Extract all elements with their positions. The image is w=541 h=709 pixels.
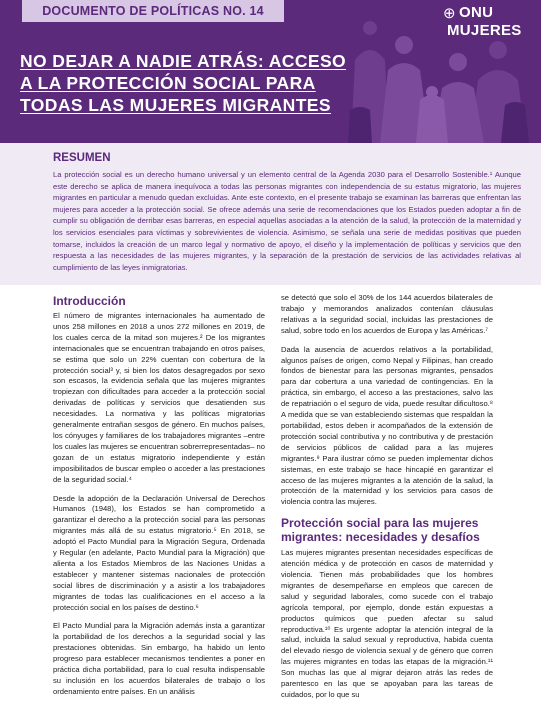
intro-paragraph-2: Desde la adopción de la Declaración Universal de Derechos Humanos (1948), los Estados se han comprometido a garantizar el derecho a la protección social para las personas migrantes más allá de su estatus migratorio.⁵ En 2018, se adoptó el Pacto Mundial para la Migración Segura, Ordenada y Regular (en adelante, Pacto Mundial para la Migración) que alienta a los Estados Miembros de las Naciones Unidas a establecer y mantener sistemas nacionales de protección social libres de discriminación y a asistir a los trabajadores migrantes de todas las cualificaciones en el acceso a la protección social en los países de destino.⁶ <box>53 493 265 612</box>
right-column <box>281 293 493 709</box>
title-line: NO DEJAR A NADIE ATRÁS: ACCESO <box>20 51 347 71</box>
doc-label-badge <box>22 0 284 22</box>
right-paragraph-1: se detectó que solo el 30% de los 144 acuerdos bilaterales de trabajo y memorandos analizados contenían cláusulas relativas a la seguridad social, incluidas las prestaciones de salud, sobre todo en los acuerdos de Europa y las Américas.⁷ <box>281 293 493 335</box>
title-line: A LA PROTECCIÓN SOCIAL PARA <box>20 73 316 93</box>
right-paragraph-2: Dada la ausencia de acuerdos relativos a la portabilidad, algunos países de origen, como Nepal y Filipinas, han creado fondos de bienestar para las personas migrantes, pensados para dar cobertura a una variedad de contingencias. En la práctica, sin embargo, el acceso a las prestaciones, salvo las de repatriación o el seguro de vida, puede resultar dificultoso.⁸ A medida que se van estableciendo sistemas que respaldan la portabilidad, estos deben ir acompañados de la extensión de protección social contributiva y no contributiva y de prestación de servicios públicos de calidad para a las mujeres migrantes.⁹ Para ilustrar cómo se pueden implementar dichos sistemas, en este trabajo se hace hincapié en garantizar el acceso de las mujeres migrantes a la atención de la salud, la protección de la maternidad y los servicios para casos de violencia contra las mujeres. <box>281 344 493 507</box>
intro-heading: Introducción <box>53 294 126 308</box>
title-line: TODAS LAS MUJERES MIGRANTES <box>20 95 331 115</box>
doc-label: DOCUMENTO DE POLÍTICAS NO. 14 <box>42 4 264 18</box>
right-paragraph-3: Las mujeres migrantes presentan necesidades específicas de atención médica y de protección en casos de maternidad y violencia. Tienen más probabilidades que los hombres migrantes de desempeñarse en empleos que carecen de salud y seguridad laborales, como sucede con el trabajo agrícola temporal, por ejemplo, donde están expuestas a productos químicos que pueden afectar su salud reproductiva.¹⁰ Es urgente adoptar la atención integral de la salud, incluida la salud sexual y reproductiva, habida cuenta del elevado riesgo de violencia sexual y de género que corren las mujeres migrantes en todas las etapas de la migración.¹¹ Son muchas las que al migrar dejaron atrás las redes de parentesco en las que se apoyaban para las tareas de cuidados, por lo que su <box>281 548 493 699</box>
header-banner <box>0 0 541 143</box>
intro-paragraph-3: El Pacto Mundial para la Migración además insta a garantizar la portabilidad de los derechos a la seguridad social y las prestaciones obtenidas. Sin embargo, ha habido un lento progreso para establecer mecanismos tendientes a poner en práctica dicha portabilidad, para lo cual resulta indispensable su inclusión en los acuerdos bilaterales de trabajo o los ordenamiento entre países. En un análisis <box>53 621 265 696</box>
summary-title: RESUMEN <box>53 152 111 164</box>
intro-paragraph-1: El número de migrantes internacionales ha aumentado de unos 258 millones en 2018 a unos 272 millones en 2019, de los cuales cerca de la mitad son mujeres.² De los migrantes internacionales que se encuentran trabajando en otros países, se estima que solo un 22% cuentan con cobertura de la protección social³ y, si bien los datos desagregados por sexo son escasos, la evidencia señala que las mujeres migrantes tropiezan con dificultades para acceder a la protección social derivadas de políticas y servicios que desatienden sus necesidades. La normativa y las políticas migratorias generalmente entrañan sesgos de género. En muchos países, los cónyuges y familiares de los trabajadores migrantes –entre los cuales las mujeres se encuentran sobrerrepresentadas– no gozan de un estatus migratorio independiente y están imposibilitados de buscar empleo o acceder a las prestaciones de la seguridad social.⁴ <box>53 311 265 484</box>
un-emblem-icon: ⊕ <box>443 5 456 22</box>
left-column <box>53 311 265 706</box>
logo-line2: MUJERES <box>447 22 522 39</box>
logo-line1: ONU <box>459 4 494 21</box>
un-women-logo <box>443 4 537 44</box>
summary-text: La protección social es un derecho humano universal y un elemento central de la Agenda 2030 para el Desarrollo Sostenible.¹ Aunque este derecho se aplica de manera inequívoca a todas las personas migrantes con independencia de su estatus migratorio, las mujeres migrantes en particular a menudo quedan excluidas. Ante este contexto, en el presente trabajo se examinan las barreras que enfrentan las mujeres para acceder a la protección social. Se ofrece además una serie de recomendaciones que los Estados pueden adoptar a fin de cumplir su obligación de derribar esas barreras, en especial aquellas asociadas a la atención de la salud, la protección de la maternidad y los servicios esenciales para víctimas y sobrevivientes de violencia. Asimismo, se señala una serie de medidas positivas que pueden tomarse, incluidos la creación de un marco legal y normativo de apoyo, el diseño y la implementación de políticas y servicios que den respuesta a las necesidades de las mujeres migrantes, y la separación de la prestación de servicios de las actividades relativas al cumplimiento de las leyes inmigratorias. <box>53 170 521 272</box>
page-title <box>20 50 350 116</box>
section-heading: Protección social para las mujeres migrantes: necesidades y desafíos <box>281 516 480 545</box>
